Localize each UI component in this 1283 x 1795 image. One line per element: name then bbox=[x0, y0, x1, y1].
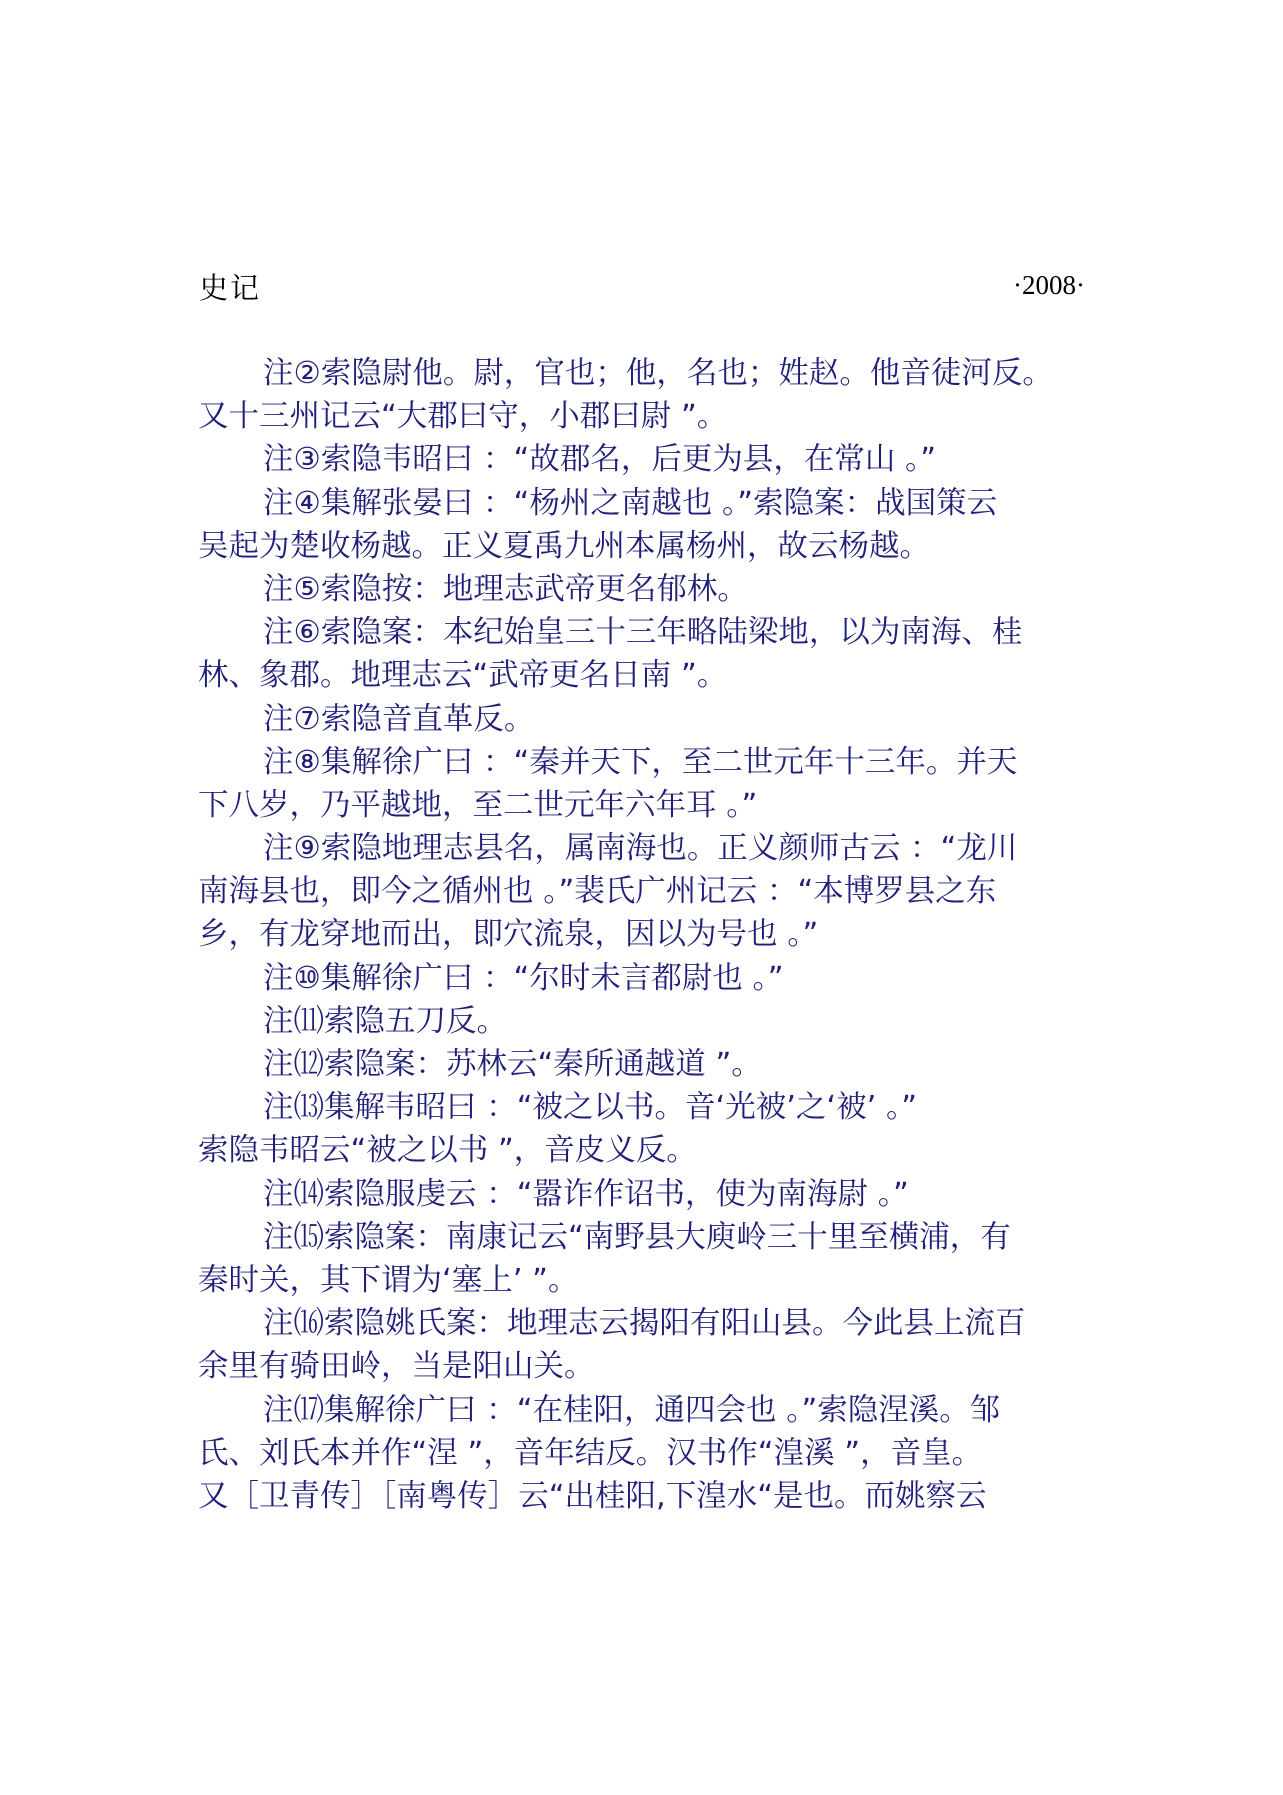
text-line: 注④集解张晏曰 ：“杨州之南越也 。”索隐案：战国策云 bbox=[263, 485, 998, 521]
text-line: 注⑦索隐音直革反。 bbox=[263, 701, 535, 737]
text-line: 索隐韦昭云“被之以书 ”，音皮义反。 bbox=[198, 1133, 697, 1169]
text-line: 乡，有龙穿地而出，即穴流泉，因以为号也 。” bbox=[198, 917, 819, 953]
text-line: 注②索隐尉他。尉，官也；他，名也；姓赵。他音徒河反。 bbox=[263, 356, 1053, 391]
text-line: 注⒄集解徐广曰 ：“在桂阳，通四会也 。”索隐涅溪。邹 bbox=[263, 1392, 1001, 1428]
text-line: 注⑿索隐案：苏林云“秦所通越道 ”。 bbox=[263, 1047, 762, 1082]
text-line: 秦时关，其下谓为‘塞上’ ”。 bbox=[198, 1262, 579, 1298]
text-line: 注③索隐韦昭曰 ：“故郡名，后更为县，在常山 。” bbox=[263, 442, 937, 478]
text-line: 注⒂索隐案：南康记云“南野县大庾岭三十里至横浦，有 bbox=[263, 1219, 1011, 1255]
text-line: 注⒃索隐姚氏案：地理志云揭阳有阳山县。今此县上流百 bbox=[263, 1306, 1026, 1342]
text-line: 注⑩集解徐广曰 ：“尔时未言都尉也 。” bbox=[263, 960, 784, 996]
annotation-text-block bbox=[198, 352, 1098, 1518]
text-line: 吴起为楚收杨越。正义夏禹九州本属杨州，故云杨越。 bbox=[198, 528, 930, 564]
text-line: 注⒁索隐服虔云 ：“嚣诈作诏书，使为南海尉 。” bbox=[263, 1176, 909, 1212]
text-line: 注⑨索隐地理志县名，属南海也。正义颜师古云 ：“龙川 bbox=[263, 831, 1018, 867]
text-line: 注⑾索隐五刀反。 bbox=[263, 1003, 507, 1039]
text-line: 注⒀集解韦昭曰 ：“被之以书。音‘光被’之‘被’ 。” bbox=[263, 1090, 918, 1126]
text-line: 林、象郡。地理志云“武帝更名日南 ”。 bbox=[198, 658, 728, 694]
text-line: 下八岁，乃平越地，至二世元年六年耳 。” bbox=[198, 787, 758, 823]
page-number: ·2008· bbox=[1013, 270, 1085, 300]
text-line: 注⑧集解徐广曰 ：“秦并天下，至二世元年十三年。并天 bbox=[263, 744, 1018, 780]
text-line: 注⑤索隐按：地理志武帝更名郁林。 bbox=[263, 571, 748, 607]
text-line: 又［卫青传］［南粤传］云“出桂阳,下湟水“是也。而姚察云 bbox=[198, 1478, 987, 1514]
text-line: 南海县也，即今之循州也 。”裴氏广州记云 ：“本博罗县之东 bbox=[198, 874, 997, 910]
text-line: 余里有骑田岭，当是阳山关。 bbox=[198, 1349, 595, 1385]
text-line: 又十三州记云“大郡曰守，小郡曰尉 ”。 bbox=[198, 399, 728, 435]
text-line: 氏、刘氏本并作“涅 ”，音年结反。汉书作“湟溪 ”，音皇。 bbox=[198, 1435, 983, 1471]
running-title: 史记 bbox=[199, 271, 262, 305]
text-line: 注⑥索隐案：本纪始皇三十三年略陆梁地，以为南海、桂 bbox=[263, 615, 1023, 651]
